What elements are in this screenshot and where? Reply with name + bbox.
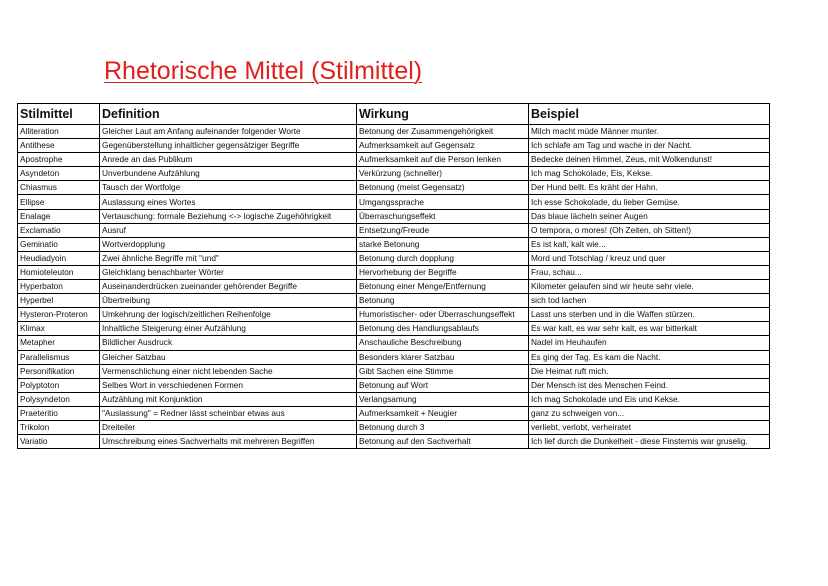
cell-stilmittel: Parallelismus xyxy=(18,350,100,364)
cell-beispiel: Lasst uns sterben und in die Waffen stürzen. xyxy=(529,308,770,322)
cell-wirkung: Aufmerksamkeit auf die Person lenken xyxy=(357,153,529,167)
stilmittel-table xyxy=(17,103,770,449)
table-row xyxy=(18,336,770,350)
table-row xyxy=(18,364,770,378)
cell-wirkung: Betonung auf Wort xyxy=(357,378,529,392)
cell-beispiel: Ich lief durch die Dunkelheit - diese Finsternis war gruselig. xyxy=(529,435,770,449)
cell-beispiel: Ich esse Schokolade, du lieber Gemüse. xyxy=(529,195,770,209)
cell-wirkung: Humoristischer- oder Überraschungseffekt xyxy=(357,308,529,322)
cell-beispiel: Das blaue lächeln seiner Augen xyxy=(529,209,770,223)
cell-definition: Auslassung eines Wortes xyxy=(100,195,357,209)
table-row xyxy=(18,181,770,195)
cell-beispiel: Es ging der Tag. Es kam die Nacht. xyxy=(529,350,770,364)
cell-beispiel: Mord und Totschlag / kreuz und quer xyxy=(529,251,770,265)
cell-definition: Inhaltliche Steigerung einer Aufzählung xyxy=(100,322,357,336)
cell-wirkung: Überraschungseffekt xyxy=(357,209,529,223)
cell-wirkung: Betonung durch dopplung xyxy=(357,251,529,265)
cell-wirkung: Entsetzung/Freude xyxy=(357,223,529,237)
cell-stilmittel: Geminatio xyxy=(18,237,100,251)
cell-wirkung: Verkürzung (schneller) xyxy=(357,167,529,181)
cell-definition: Selbes Wort in verschiedenen Formen xyxy=(100,378,357,392)
cell-definition: Ausruf xyxy=(100,223,357,237)
table-row xyxy=(18,251,770,265)
cell-beispiel: Es war kalt, es war sehr kalt, es war bitterkalt xyxy=(529,322,770,336)
table-row xyxy=(18,280,770,294)
table-row xyxy=(18,420,770,434)
table-row xyxy=(18,392,770,406)
cell-beispiel: Frau, schau... xyxy=(529,265,770,279)
cell-beispiel: Kilometer gelaufen sind wir heute sehr viele. xyxy=(529,280,770,294)
cell-definition: "Auslassung" = Redner lässt scheinbar etwas aus xyxy=(100,406,357,420)
cell-stilmittel: Chiasmus xyxy=(18,181,100,195)
cell-definition: Vertauschung: formale Beziehung <-> logische Zugehöhrigkeit xyxy=(100,209,357,223)
cell-stilmittel: Ellipse xyxy=(18,195,100,209)
cell-definition: Gleicher Laut am Anfang aufeinander folgender Worte xyxy=(100,125,357,139)
cell-beispiel: Milch macht müde Männer munter. xyxy=(529,125,770,139)
cell-definition: Umschreibung eines Sachverhalts mit mehreren Begriffen xyxy=(100,435,357,449)
cell-beispiel: Der Mensch ist des Menschen Feind. xyxy=(529,378,770,392)
cell-wirkung: Betonung durch 3 xyxy=(357,420,529,434)
column-header-stilmittel: Stilmittel xyxy=(18,104,100,125)
table-row xyxy=(18,195,770,209)
cell-definition: Gleichklang benachbarter Wörter xyxy=(100,265,357,279)
cell-wirkung: Verlangsamung xyxy=(357,392,529,406)
cell-beispiel: Nadel im Heuhaufen xyxy=(529,336,770,350)
cell-stilmittel: Metapher xyxy=(18,336,100,350)
cell-definition: Anrede an das Publikum xyxy=(100,153,357,167)
cell-stilmittel: Variatio xyxy=(18,435,100,449)
cell-stilmittel: Antithese xyxy=(18,139,100,153)
cell-wirkung: starke Betonung xyxy=(357,237,529,251)
table-row xyxy=(18,406,770,420)
table-row xyxy=(18,308,770,322)
cell-wirkung: Aufmerksamkeit auf Gegensatz xyxy=(357,139,529,153)
cell-stilmittel: Heudiadyoin xyxy=(18,251,100,265)
cell-stilmittel: Hyperbaton xyxy=(18,280,100,294)
cell-wirkung: Betonung (meist Gegensatz) xyxy=(357,181,529,195)
table-row xyxy=(18,139,770,153)
cell-stilmittel: Polysyndeton xyxy=(18,392,100,406)
cell-definition: Bildlicher Ausdruck xyxy=(100,336,357,350)
cell-wirkung: Aufmerksamkeit + Neugier xyxy=(357,406,529,420)
cell-wirkung: Besonders klarer Satzbau xyxy=(357,350,529,364)
cell-definition: Übertreibung xyxy=(100,294,357,308)
table-row xyxy=(18,350,770,364)
cell-beispiel: Der Hund bellt. Es kräht der Hahn. xyxy=(529,181,770,195)
table-row xyxy=(18,294,770,308)
cell-wirkung: Betonung des Handlungsablaufs xyxy=(357,322,529,336)
cell-stilmittel: Personifikation xyxy=(18,364,100,378)
cell-beispiel: Ich mag Schokolade, Eis, Kekse. xyxy=(529,167,770,181)
cell-definition: Gegenüberstellung inhaltlicher gegensätziger Begriffe xyxy=(100,139,357,153)
table-row xyxy=(18,153,770,167)
cell-definition: Zwei ähnliche Begriffe mit "und" xyxy=(100,251,357,265)
table-row xyxy=(18,125,770,139)
cell-definition: Auseinanderdrücken zueinander gehörender Begriffe xyxy=(100,280,357,294)
table-row xyxy=(18,237,770,251)
table-row xyxy=(18,265,770,279)
table-row xyxy=(18,167,770,181)
cell-wirkung: Gibt Sachen eine Stimme xyxy=(357,364,529,378)
column-header-beispiel: Beispiel xyxy=(529,104,770,125)
cell-wirkung: Betonung xyxy=(357,294,529,308)
table-header-row xyxy=(18,104,770,125)
table-row xyxy=(18,223,770,237)
cell-definition: Dreiteiler xyxy=(100,420,357,434)
table-row xyxy=(18,322,770,336)
cell-stilmittel: Praeteritio xyxy=(18,406,100,420)
cell-wirkung: Anschauliche Beschreibung xyxy=(357,336,529,350)
cell-wirkung: Betonung einer Menge/Entfernung xyxy=(357,280,529,294)
cell-stilmittel: Trikolon xyxy=(18,420,100,434)
page-title: Rhetorische Mittel (Stilmittel) xyxy=(104,57,423,85)
table-row xyxy=(18,378,770,392)
cell-wirkung: Betonung der Zusammengehörigkeit xyxy=(357,125,529,139)
table-row xyxy=(18,435,770,449)
cell-stilmittel: Klimax xyxy=(18,322,100,336)
cell-wirkung: Hervorhebung der Begriffe xyxy=(357,265,529,279)
cell-beispiel: Bedecke deinen Himmel, Zeus, mit Wolkendunst! xyxy=(529,153,770,167)
cell-beispiel: Ich schlafe am Tag und wache in der Nacht. xyxy=(529,139,770,153)
cell-definition: Vermenschlichung einer nicht lebenden Sache xyxy=(100,364,357,378)
cell-definition: Tausch der Wortfolge xyxy=(100,181,357,195)
cell-wirkung: Umgangssprache xyxy=(357,195,529,209)
cell-stilmittel: Asyndeton xyxy=(18,167,100,181)
cell-definition: Gleicher Satzbau xyxy=(100,350,357,364)
cell-stilmittel: Alliteration xyxy=(18,125,100,139)
cell-definition: Umkehrung der logisch/zeitlichen Reihenfolge xyxy=(100,308,357,322)
cell-stilmittel: Hysteron-Proteron xyxy=(18,308,100,322)
table-row xyxy=(18,209,770,223)
cell-definition: Aufzählung mit Konjunktion xyxy=(100,392,357,406)
cell-beispiel: sich tod lachen xyxy=(529,294,770,308)
cell-stilmittel: Polyptoton xyxy=(18,378,100,392)
cell-stilmittel: Apostrophe xyxy=(18,153,100,167)
cell-definition: Wortverdopplung xyxy=(100,237,357,251)
cell-stilmittel: Hyperbel xyxy=(18,294,100,308)
cell-beispiel: verliebt, verlobt, verheiratet xyxy=(529,420,770,434)
column-header-wirkung: Wirkung xyxy=(357,104,529,125)
cell-wirkung: Betonung auf den Sachverhalt xyxy=(357,435,529,449)
cell-definition: Unverbundene Aufzählung xyxy=(100,167,357,181)
cell-beispiel: Ich mag Schokolade und Eis und Kekse. xyxy=(529,392,770,406)
cell-stilmittel: Enalage xyxy=(18,209,100,223)
column-header-definition: Definition xyxy=(100,104,357,125)
cell-beispiel: O tempora, o mores! (Oh Zeiten, oh Sitten!) xyxy=(529,223,770,237)
cell-stilmittel: Exclamatio xyxy=(18,223,100,237)
cell-beispiel: Die Heimat ruft mich. xyxy=(529,364,770,378)
cell-beispiel: ganz zu schweigen von... xyxy=(529,406,770,420)
cell-beispiel: Es ist kalt, kalt wie... xyxy=(529,237,770,251)
cell-stilmittel: Homioteleuton xyxy=(18,265,100,279)
